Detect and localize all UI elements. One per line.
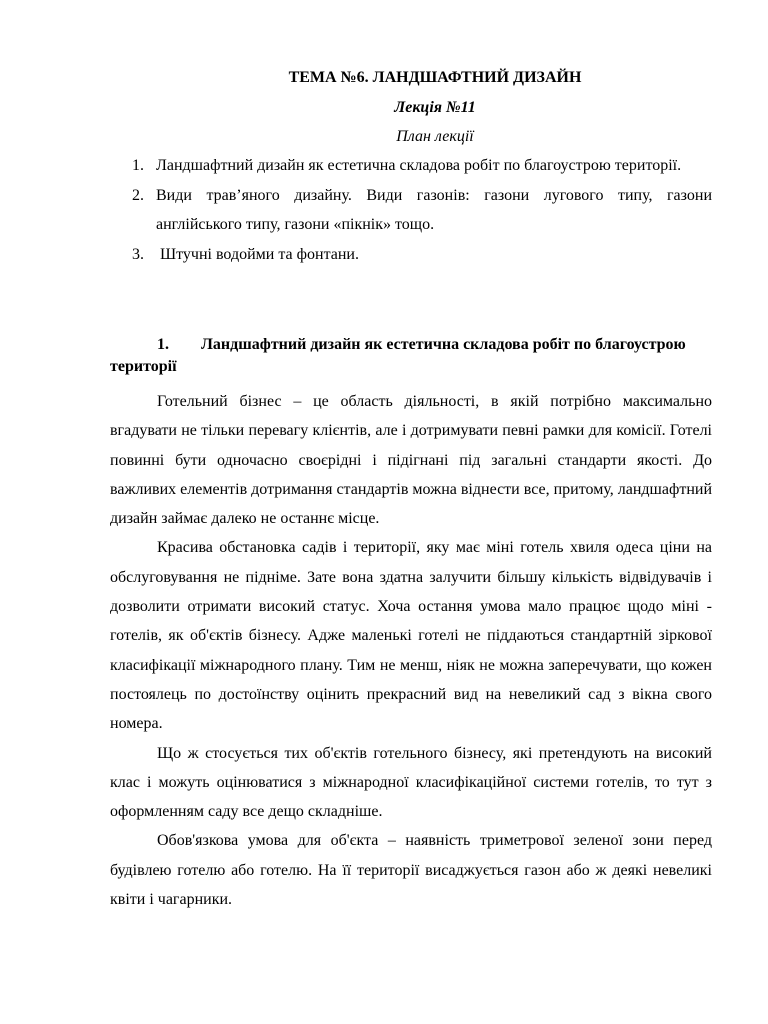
paragraph: Готельний бізнес – це область діяльності, в якій потрібно максимально вгадувати не тільки перевагу клієнтів, але і дотримувати певні рамки для комісії. Готелі повинні бути одночасно своєрідні і підігнані під загальні стандарти якості. До важливих елементів дотримання стандартів можна віднести все, притому, ландшафтний дизайн займає далеко не останнє місце. [110,393,712,528]
plan-item-text: Види трав’яного дизайну. Види газонів: газони лугового типу, газони англійського типу, газони «пікнік» тощо. [156,186,712,233]
document-title: ТЕМА №6. ЛАНДШАФТНИЙ ДИЗАЙН [288,69,582,86]
plan-item [132,151,712,181]
plan-item [132,240,712,270]
plan-list [132,151,712,269]
section-number: 1. [157,336,169,353]
body-text [110,387,712,914]
lecture-number: Лекція №11 [394,99,476,116]
plan-item-number: 3. [132,245,144,263]
plan-item-text: Штучні водойми та фонтани. [156,245,359,263]
plan-item-text: Ландшафтний дизайн як естетична складова робіт по благоустрою території. [156,157,682,174]
paragraph: Що ж стосується тих об'єктів готельного бізнесу, які претендують на високий клас і можуть оцінюватися з міжнародної класифікаційної системи готелів, то тут з оформленням саду все дещо складніше. [110,744,712,821]
plan-item-number: 2. [132,186,144,204]
section-heading [110,334,712,378]
paragraph: Красива обстановка садів і території, яку має міні готель хвиля одеса ціни на обслуговування не підніме. Зате вона здатна залучити більшу кількість відвідувачів і дозволити отримати високий статус. Хоча остання умова мало працює щодо міні - готелів, як об'єктів бізнесу. Адже маленькі готелі не піддаються стандартній зіркової класифікації міжнародного плану. Тим не менш, ніяк не можна заперечувати, що кожен постоялець по достоїнству оцінить прекрасний вид на невеликий сад з вікна свого номера. [110,539,712,733]
section-title: Ландшафтний дизайн як естетична складова робіт по благоустрою території [110,336,686,375]
paragraph: Обов'язкова умова для об'єкта – наявність триметрової зеленої зони перед будівлею готелю або готелю. На її території висаджується газон або ж деякі невеликі квіти і чагарники. [110,832,712,909]
plan-item [132,181,712,240]
plan-heading: План лекції [396,128,474,145]
plan-item-number: 1. [132,157,144,174]
